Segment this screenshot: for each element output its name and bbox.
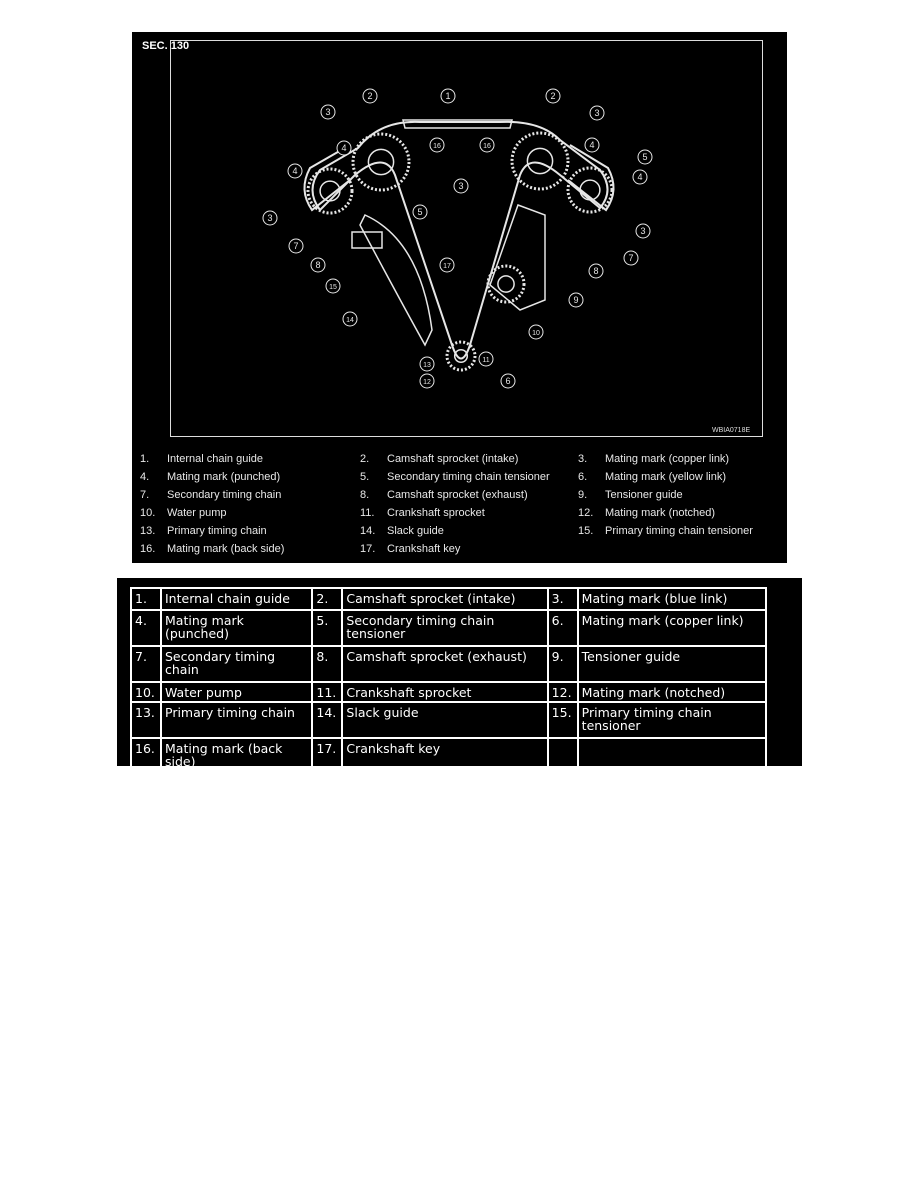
callout-number: 15 — [329, 284, 337, 291]
legend-text: Primary timing chain tensioner — [605, 525, 753, 537]
legend-number: 11. — [360, 507, 375, 519]
legend-number: 1. — [140, 453, 150, 465]
legend-text: Mating mark (punched) — [167, 471, 281, 483]
section-label: SEC. 130 — [142, 40, 190, 52]
part-name: Camshaft sprocket (exhaust) — [342, 646, 547, 682]
callout-number: 14 — [346, 317, 354, 324]
callout-number: 4 — [292, 166, 298, 176]
legend-number: 3. — [578, 453, 588, 465]
callout-number: 17 — [443, 263, 451, 270]
legend-number: 16. — [140, 543, 156, 555]
legend-number: 6. — [578, 471, 588, 483]
table-row — [131, 702, 766, 738]
table-row — [131, 682, 766, 702]
legend-text: Secondary timing chain — [167, 489, 282, 501]
callout-number: 16 — [483, 143, 491, 150]
callout-number: 5 — [417, 207, 423, 217]
part-number: 16. — [131, 738, 161, 770]
part-name: Mating mark (copper link) — [578, 610, 766, 646]
part-name: Slack guide — [342, 702, 547, 738]
legend-number: 8. — [360, 489, 370, 501]
parts-table — [130, 587, 767, 771]
timing-chain-figure — [132, 32, 787, 563]
legend-number: 4. — [140, 471, 150, 483]
table-row — [131, 588, 766, 610]
callout-number: 11 — [482, 357, 490, 364]
legend-text: Crankshaft sprocket — [387, 507, 485, 519]
legend-number: 7. — [140, 489, 150, 501]
callout-number: 2 — [367, 91, 373, 101]
legend-number: 17. — [360, 543, 376, 555]
legend-number: 2. — [360, 453, 370, 465]
callout-number: 3 — [267, 213, 273, 223]
callout-number: 7 — [293, 241, 299, 251]
callout-number: 8 — [593, 266, 599, 276]
part-name: Mating mark (blue link) — [578, 588, 766, 610]
legend-text: Mating mark (yellow link) — [605, 471, 727, 483]
callout-number: 4 — [637, 172, 643, 182]
part-name: Mating mark (notched) — [578, 682, 766, 702]
part-name: Primary timing chain — [161, 702, 312, 738]
part-number: 1. — [131, 588, 161, 610]
legend-text: Internal chain guide — [167, 453, 264, 465]
legend-text: Crankshaft key — [387, 543, 461, 555]
callout-number: 13 — [423, 362, 431, 369]
part-name: Crankshaft sprocket — [342, 682, 547, 702]
callout-number: 5 — [642, 152, 648, 162]
part-name: Water pump — [161, 682, 312, 702]
callout-number: 10 — [532, 330, 540, 337]
legend-text: Mating mark (notched) — [605, 507, 716, 519]
figure-code: WBIA0718E — [712, 427, 751, 434]
part-name: Secondary timing chain — [161, 646, 312, 682]
table-row — [131, 610, 766, 646]
callout-number: 3 — [640, 226, 646, 236]
legend-number: 10. — [140, 507, 156, 519]
part-name: Crankshaft key — [342, 738, 547, 770]
diagram-frame — [170, 40, 763, 437]
table-row — [131, 738, 766, 770]
legend-text: Camshaft sprocket (intake) — [387, 453, 519, 465]
part-name — [578, 738, 766, 770]
legend-number: 15. — [578, 525, 594, 537]
part-name: Tensioner guide — [578, 646, 766, 682]
part-number: 7. — [131, 646, 161, 682]
legend-text: Slack guide — [387, 525, 444, 537]
legend-text: Water pump — [167, 507, 227, 519]
callout-number: 4 — [341, 143, 347, 153]
callout-number: 8 — [315, 260, 321, 270]
legend-text: Secondary timing chain tensioner — [387, 471, 550, 483]
callout-number: 3 — [325, 107, 331, 117]
part-number: 12. — [548, 682, 578, 702]
callout-number: 12 — [423, 379, 431, 386]
part-number: 13. — [131, 702, 161, 738]
part-number: 17. — [312, 738, 342, 770]
part-name: Secondary timing chain tensioner — [342, 610, 547, 646]
legend-number: 9. — [578, 489, 588, 501]
callout-number: 16 — [433, 143, 441, 150]
part-number: 8. — [312, 646, 342, 682]
part-number: 5. — [312, 610, 342, 646]
legend-number: 5. — [360, 471, 370, 483]
part-number: 15. — [548, 702, 578, 738]
legend-text: Primary timing chain — [167, 525, 267, 537]
legend-number: 14. — [360, 525, 376, 537]
callout-number: 6 — [505, 376, 511, 386]
parts-table-container — [117, 578, 802, 769]
legend-number: 12. — [578, 507, 594, 519]
part-number: 3. — [548, 588, 578, 610]
callout-number: 7 — [628, 253, 634, 263]
part-name: Primary timing chain tensioner — [578, 702, 766, 738]
part-number: 9. — [548, 646, 578, 682]
callout-number: 3 — [458, 181, 464, 191]
legend-text: Mating mark (copper link) — [605, 453, 730, 465]
callout-number: 4 — [589, 140, 595, 150]
callout-number: 9 — [573, 295, 579, 305]
legend-text: Mating mark (back side) — [167, 543, 285, 555]
part-name: Mating mark (punched) — [161, 610, 312, 646]
table-row — [131, 646, 766, 682]
legend-text: Tensioner guide — [605, 489, 683, 501]
legend-text: Camshaft sprocket (exhaust) — [387, 489, 528, 501]
part-name: Mating mark (back side) — [161, 738, 312, 770]
callout-number: 2 — [550, 91, 556, 101]
part-number: 14. — [312, 702, 342, 738]
part-number: 10. — [131, 682, 161, 702]
part-name: Internal chain guide — [161, 588, 312, 610]
part-number — [548, 738, 578, 770]
legend-number: 13. — [140, 525, 156, 537]
part-number: 2. — [312, 588, 342, 610]
callout-number: 1 — [445, 91, 451, 101]
part-number: 6. — [548, 610, 578, 646]
part-number: 11. — [312, 682, 342, 702]
part-name: Camshaft sprocket (intake) — [342, 588, 547, 610]
callout-number: 3 — [594, 108, 600, 118]
part-number: 4. — [131, 610, 161, 646]
